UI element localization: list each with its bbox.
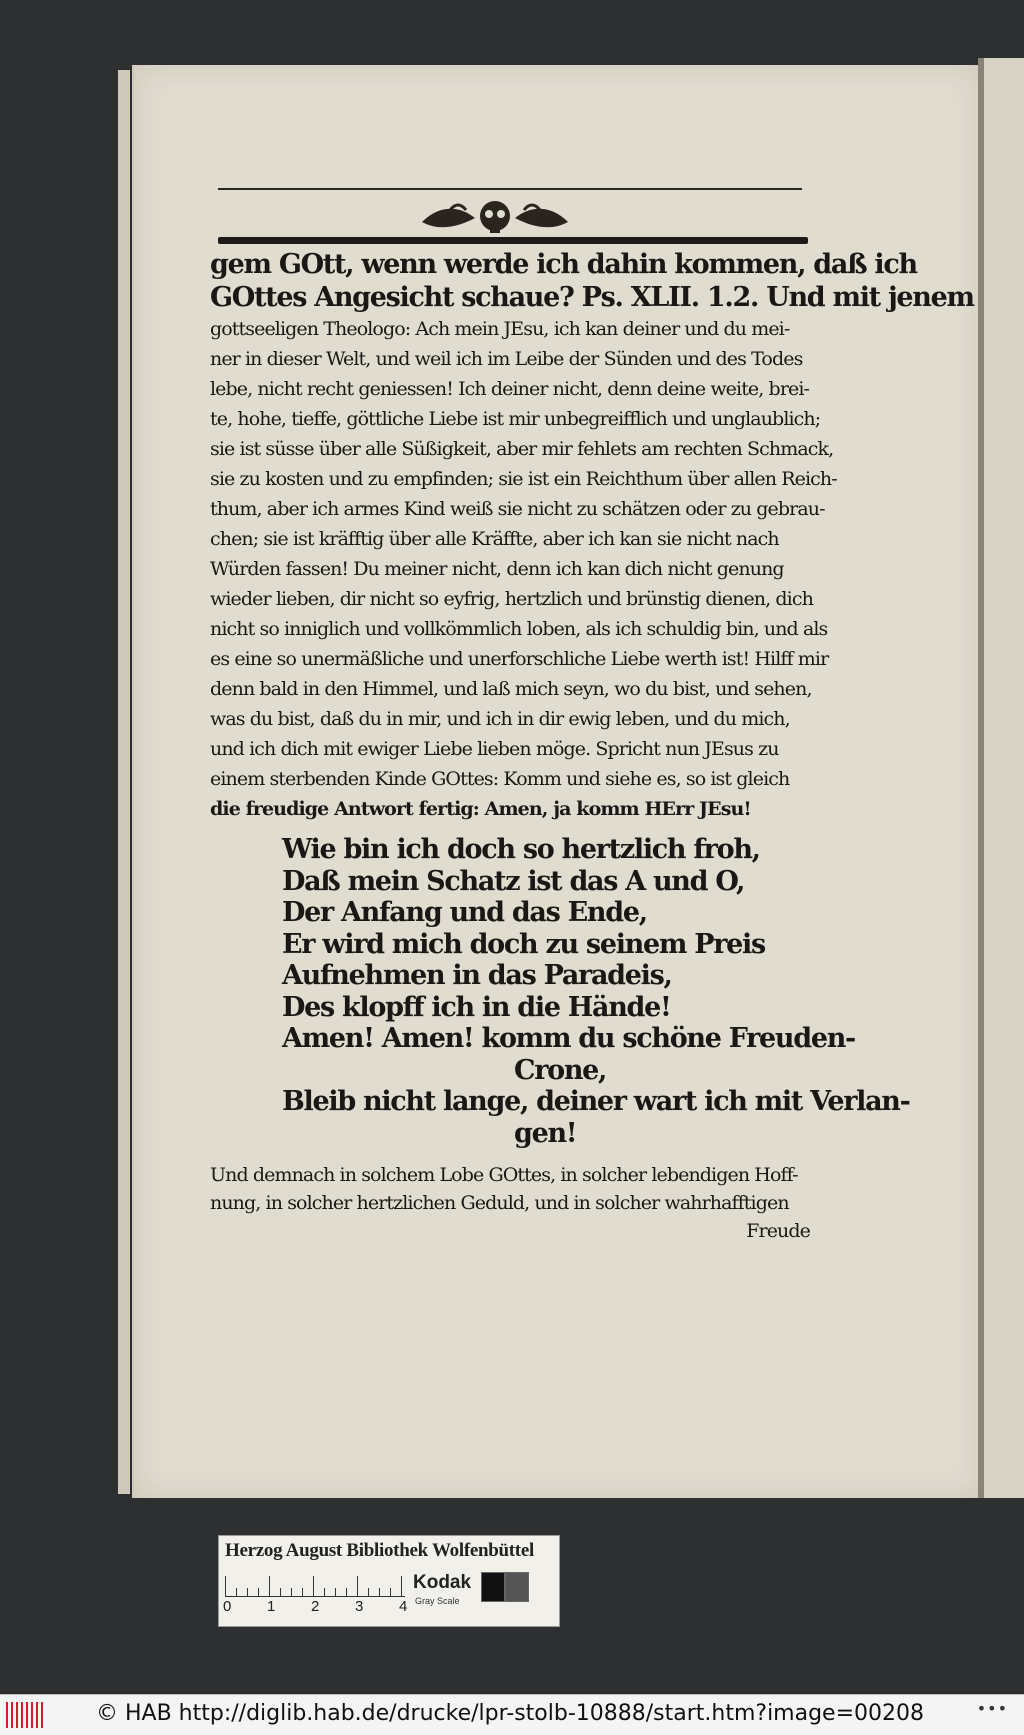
text-line: GOttes Angesicht schaue? Ps. XLII. 1.2. Und mit jenem — [210, 282, 974, 313]
library-name: Herzog August Bibliothek Wolfenbüttel — [225, 1540, 534, 1561]
text-line: denn bald in den Himmel, und laß mich seyn, wo du bist, und sehen, — [210, 678, 812, 700]
color-target — [218, 1535, 560, 1627]
verse-line: Daß mein Schatz ist das A und O, — [282, 865, 745, 897]
text-line: thum, aber ich armes Kind weiß sie nicht zu schätzen oder zu gebrau- — [210, 498, 825, 520]
verse-line: Crone, — [514, 1054, 607, 1086]
text-line: was du bist, daß du in mir, und ich in dir ewig leben, und du mich, — [210, 708, 790, 730]
verse-line: Der Anfang und das Ende, — [282, 897, 647, 928]
text-line: gem GOtt, wenn werde ich dahin kommen, daß ich — [210, 249, 917, 280]
gray-patch-mid — [505, 1572, 529, 1602]
scale-number: 1 — [267, 1598, 276, 1615]
facing-page — [984, 58, 1024, 1498]
page-text — [210, 248, 974, 1245]
gray-patch-dark — [481, 1572, 505, 1602]
scale-number: 4 — [399, 1598, 408, 1615]
text-line: nicht so inniglich und vollkömmlich loben, als ich schuldig bin, und als — [210, 618, 828, 640]
text-line: einem sterbenden Kinde GOttes: Komm und siehe es, so ist gleich — [210, 768, 790, 790]
page-edge — [118, 70, 130, 1494]
scale-number: 0 — [223, 1598, 232, 1615]
scale-number: 3 — [355, 1598, 364, 1615]
text-line: gottseeligen Theologo: Ach mein JEsu, ich kan deiner und du mei- — [210, 318, 790, 340]
text-line: nung, in solcher hertzlichen Geduld, und in solcher wahrhafftigen — [210, 1192, 789, 1214]
scale-number: 2 — [311, 1598, 320, 1615]
verse-line: Er wird mich doch zu seinem Preis — [282, 928, 765, 960]
text-line: ner in dieser Welt, und weil ich im Leibe der Sünden und des Todes — [210, 348, 803, 370]
text-line: lebe, nicht recht geniessen! Ich deiner nicht, denn deine weite, brei- — [210, 378, 810, 400]
verse-line: Aufnehmen in das Paradeis, — [282, 960, 672, 991]
text-line: te, hohe, tieffe, göttliche Liebe ist mir unbegreifflich und unglaublich; — [210, 408, 821, 430]
skull-ornament-icon — [420, 196, 570, 240]
text-line: die freudige Antwort fertig: Amen, ja komm HErr JEsu! — [210, 798, 751, 820]
kodak-sublabel: Gray Scale — [415, 1596, 460, 1606]
text-line: Und demnach in solchem Lobe GOttes, in solcher lebendigen Hoff- — [210, 1164, 798, 1186]
text-line: und ich dich mit ewiger Liebe lieben möge. Spricht nun JEsus zu — [210, 738, 779, 760]
text-line: Würden fassen! Du meiner nicht, denn ich kan dich nicht genung — [210, 558, 784, 580]
scale-ruler — [225, 1576, 405, 1597]
closing-paragraph — [210, 1161, 810, 1245]
header-rule-thick — [218, 237, 808, 244]
more-menu-icon[interactable]: ••• — [976, 1699, 1008, 1718]
verse-line: Des klopff ich in die Hände! — [282, 991, 671, 1023]
viewer-footer — [0, 1694, 1024, 1735]
header-rule-thin — [218, 188, 802, 190]
text-line: wieder lieben, dir nicht so eyfrig, hertzlich und brünstig dienen, dich — [210, 588, 813, 610]
hymn-verse — [282, 834, 910, 1149]
verse-line: gen! — [514, 1117, 577, 1149]
text-line: chen; sie ist kräfftig über alle Kräffte, aber ich kan sie nicht nach — [210, 528, 779, 550]
text-line: sie ist süsse über alle Süßigkeit, aber mir fehlets am rechten Schmack, — [210, 438, 834, 460]
text-line: sie zu kosten und zu empfinden; sie ist ein Reichthum über allen Reich- — [210, 468, 837, 490]
kodak-label: Kodak — [413, 1572, 472, 1593]
hab-logo-icon — [6, 1702, 46, 1728]
text-line: es eine so unermäßliche und unerforschliche Liebe werth ist! Hilff mir — [210, 648, 829, 670]
verse-line: Bleib nicht lange, deiner wart ich mit Verlan- — [282, 1086, 910, 1117]
page-url[interactable]: © HAB http://diglib.hab.de/drucke/lpr-stolb-10888/start.htm?image=00208 — [96, 1701, 925, 1726]
verse-line: Wie bin ich doch so hertzlich froh, — [282, 834, 760, 865]
catchword: Freude — [746, 1220, 810, 1242]
verse-line: Amen! Amen! komm du schöne Freuden- — [282, 1023, 855, 1054]
